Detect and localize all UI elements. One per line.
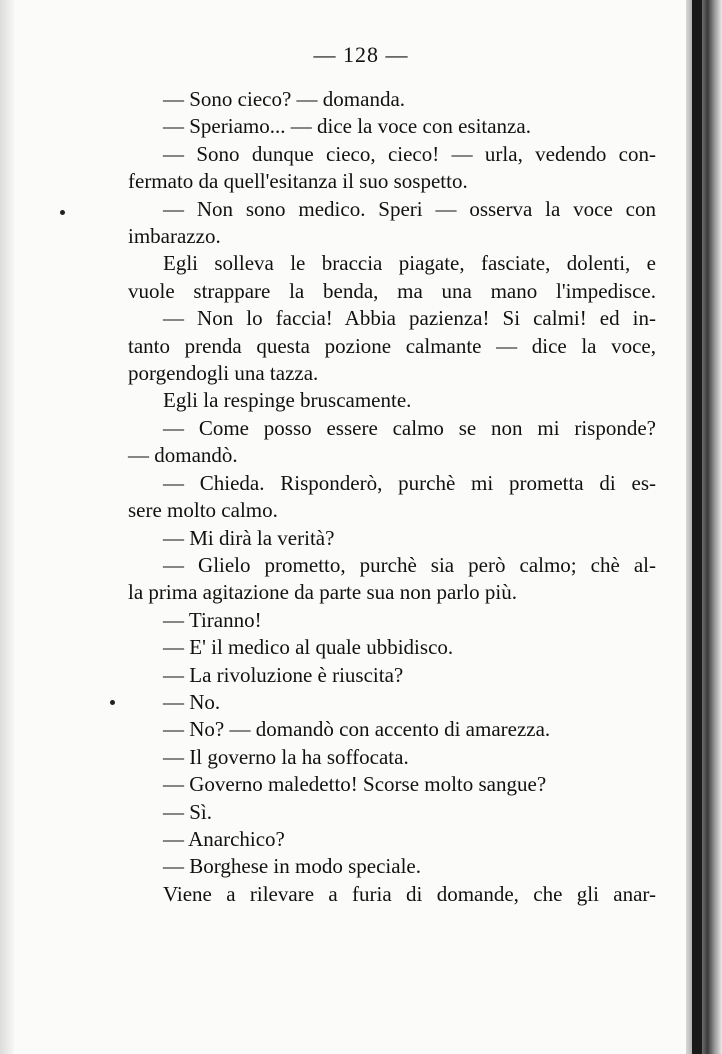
text-line: vuole strappare la benda, ma una mano l'impedisce. [128,278,656,303]
text-line: — Sono dunque cieco, cieco! — urla, vedendo con- [163,141,656,166]
margin-speck [60,210,65,215]
page-number: — 128 — [313,42,409,67]
text-line: porgendogli una tazza. [128,361,319,386]
text-line: — Sì. [163,799,213,824]
page-gutter-shadow [0,0,14,1054]
text-line: — Chieda. Risponderò, purchè mi prometta di es- [163,470,656,495]
text-line: — Anarchico? [163,826,285,851]
text-line: Viene a rilevare a furia di domande, che gli anar- [163,881,656,906]
text-line: — La rivoluzione è riuscita? [163,662,404,687]
text-line: la prima agitazione da parte sua non parlo più. [128,580,517,605]
text-line: fermato da quell'esitanza il suo sospetto. [128,169,468,194]
text-line: — Governo maledetto! Scorse molto sangue? [163,772,547,797]
text-line: Egli la respinge bruscamente. [163,388,412,413]
page-edge-dark-strip [692,0,702,1054]
text-line: imbarazzo. [128,224,221,249]
text-line: — Come posso essere calmo se non mi risponde? [163,415,656,440]
text-line: — No. [163,689,221,714]
text-line: — Sono cieco? — domanda. [163,87,406,111]
text-line: — Glielo prometto, purchè sia però calmo; chè al- [163,552,656,577]
text-line: — E' il medico al quale ubbidisco. [163,635,454,660]
text-line: tanto prenda questa pozione calmante — dice la voce, [128,333,656,358]
text-line: — Non sono medico. Speri — osserva la voce con [163,196,656,221]
margin-speck [110,700,115,705]
text-line: — Tiranno! [163,607,262,632]
text-line: — Il governo la ha soffocata. [163,744,409,769]
text-line: — Non lo faccia! Abbia pazienza! Si calmi! ed in- [163,306,656,331]
text-line: — domandò. [128,443,238,468]
text-line: — Mi dirà la verità? [163,525,335,550]
text-line: sere molto calmo. [128,498,278,523]
text-line: — No? — domandò con accento di amarezza. [163,717,551,742]
body-text [128,86,656,908]
text-line: — Borghese in modo speciale. [163,854,421,879]
text-line: Egli solleva le braccia piagate, fasciate, dolenti, e [163,251,656,276]
text-line: — Speriamo... — dice la voce con esitanza. [163,114,531,139]
